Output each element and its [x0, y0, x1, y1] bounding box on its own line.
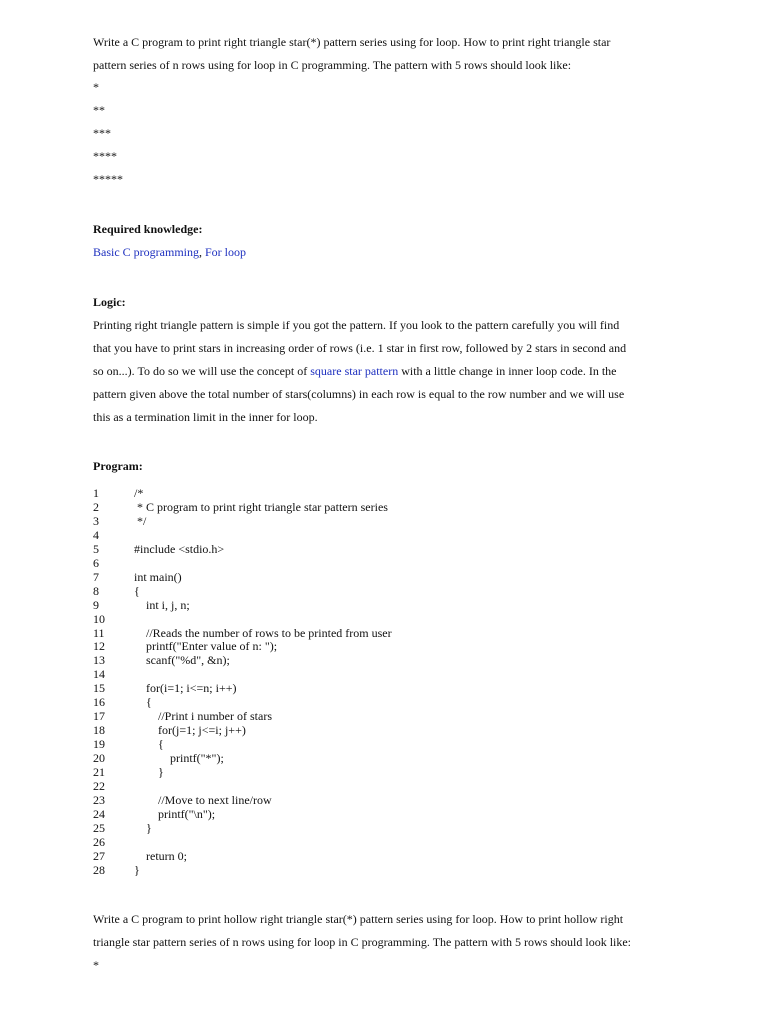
logic-line-3 — [93, 364, 617, 378]
code-text: //Print i number of stars — [134, 709, 272, 724]
pattern-row: **** — [93, 149, 117, 163]
pattern-row: * — [93, 80, 99, 94]
intro-line-1: Write a C program to print right triangle star(*) pattern series using for loop. How to print right triangle star — [93, 35, 611, 49]
link-square-star-pattern[interactable]: square star pattern — [310, 364, 399, 378]
line-number: 6 — [93, 555, 99, 570]
code-text: #include <stdio.h> — [134, 541, 225, 556]
code-text: int main() — [134, 569, 182, 584]
line-number: 20 — [93, 751, 105, 766]
line-number: 7 — [93, 569, 99, 584]
line-number: 18 — [93, 723, 105, 738]
line-number: 25 — [93, 820, 105, 835]
line-number: 22 — [93, 778, 105, 793]
code-text: scanf("%d", &n); — [134, 653, 230, 668]
logic-line-3-start: so on...). To do so we will use the concept of — [93, 364, 311, 378]
code-text: int i, j, n; — [134, 597, 190, 612]
line-number: 12 — [93, 639, 105, 654]
logic-line-3-end: with a little change in inner loop code. In the — [398, 364, 617, 378]
code-text: return 0; — [134, 848, 187, 863]
code-text: /* — [134, 486, 144, 500]
pattern-row: *** — [93, 126, 111, 140]
intro-line-2: pattern series of n rows using for loop in C programming. The pattern with 5 rows should look like: — [93, 58, 572, 72]
logic-line-5: this as a termination limit in the inner for loop. — [93, 410, 318, 424]
line-number: 2 — [93, 499, 99, 514]
line-number: 3 — [93, 513, 99, 528]
knowledge-heading: Required knowledge: — [93, 222, 203, 236]
line-number: 1 — [93, 486, 99, 500]
program-heading: Program: — [93, 459, 143, 473]
link-for-loop[interactable]: For loop — [204, 245, 246, 259]
code-text: } — [134, 820, 152, 835]
line-number: 26 — [93, 834, 105, 849]
logic-heading: Logic: — [93, 295, 126, 309]
logic-line-2: that you have to print stars in increasing order of rows (i.e. 1 star in first row, followed by 2 stars in second and — [93, 341, 627, 355]
code-text: * C program to print right triangle star pattern series — [134, 499, 388, 514]
line-number: 28 — [93, 862, 105, 877]
link-separator: , — [198, 245, 205, 259]
pattern-row: ***** — [93, 172, 123, 186]
knowledge-links — [93, 245, 246, 259]
line-number: 17 — [93, 709, 105, 724]
code-text: } — [134, 862, 140, 877]
code-text: } — [134, 765, 164, 779]
code-text: //Reads the number of rows to be printed from user — [134, 625, 392, 640]
line-number: 24 — [93, 806, 105, 821]
line-number: 23 — [93, 792, 105, 807]
line-number: 14 — [93, 667, 105, 682]
line-number: 16 — [93, 695, 105, 710]
line-number: 9 — [93, 597, 99, 612]
code-text: { — [134, 737, 164, 752]
code-text: for(j=1; j<=i; j++) — [134, 723, 246, 738]
line-number: 4 — [93, 527, 99, 542]
pattern-row: ** — [93, 103, 105, 117]
logic-line-4: pattern given above the total number of stars(columns) in each row is equal to the row number and we will use — [93, 387, 625, 401]
code-text: printf("\n"); — [134, 806, 216, 821]
code-text: printf("*"); — [134, 751, 224, 766]
code-text: for(i=1; i<=n; i++) — [134, 681, 237, 696]
link-basic-c-programming[interactable]: Basic C programming — [93, 245, 199, 259]
code-text: //Move to next line/row — [134, 792, 272, 807]
code-text: printf("Enter value of n: "); — [134, 639, 278, 654]
line-number: 5 — [93, 541, 99, 556]
line-number: 13 — [93, 653, 105, 668]
line-number: 11 — [93, 625, 105, 640]
line-number: 21 — [93, 765, 105, 779]
outro-line-2: triangle star pattern series of n rows using for loop in C programming. The pattern with 5 rows should look like: — [93, 935, 632, 949]
code-text: { — [134, 583, 140, 598]
line-number: 15 — [93, 681, 105, 696]
line-number: 27 — [93, 848, 105, 863]
line-number: 10 — [93, 611, 105, 626]
code-text: */ — [134, 513, 147, 528]
outro-line-1: Write a C program to print hollow right triangle star(*) pattern series using for loop. How to print hollow right — [93, 912, 624, 926]
line-number: 19 — [93, 737, 105, 752]
line-number: 8 — [93, 583, 99, 598]
logic-line-1: Printing right triangle pattern is simple if you got the pattern. If you look to the pattern carefully you will find — [93, 318, 620, 332]
code-text: { — [134, 695, 152, 710]
pattern-row: * — [93, 958, 99, 972]
